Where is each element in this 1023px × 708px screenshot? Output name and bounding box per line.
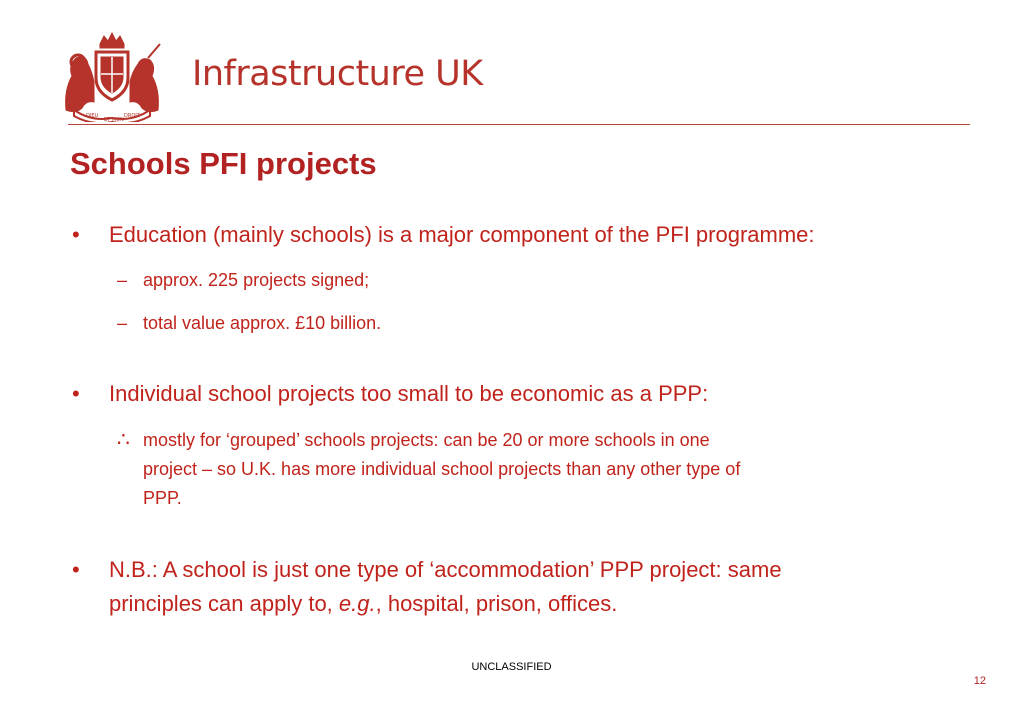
therefore-marker: ∴ xyxy=(117,429,130,451)
bullet-line: N.B.: A school is just one type of ‘accommodation’ PPP project: same xyxy=(109,557,782,582)
bullet-line xyxy=(109,587,617,621)
sub-bullet-line: project – so U.K. has more individual school projects than any other type of xyxy=(143,459,741,479)
classification-label: UNCLASSIFIED xyxy=(471,661,552,673)
sub-bullet-text: approx. 225 projects signed; xyxy=(143,270,370,290)
sub-bullet-line: PPP. xyxy=(143,488,182,508)
bullet-marker: • xyxy=(72,557,80,582)
emphasis-text: e.g. xyxy=(338,591,376,616)
bullet-text: Education (mainly schools) is a major component of the PFI programme: xyxy=(109,222,815,247)
bullet-marker: • xyxy=(72,381,80,406)
slide-title: Schools PFI projects xyxy=(70,146,377,181)
bullet-line-text: principles can apply to, xyxy=(109,591,339,616)
bullet-line-text: , hospital, prison, offices. xyxy=(375,591,618,616)
crest-motto-left: DIEU xyxy=(86,113,99,119)
royal-coat-of-arms-logo xyxy=(56,30,168,122)
header-divider xyxy=(68,124,970,125)
crest-motto-mid: ET MON xyxy=(104,117,124,122)
page-number: 12 xyxy=(973,675,986,687)
organization-name: Infrastructure UK xyxy=(192,54,483,94)
sub-bullet-marker: – xyxy=(117,313,128,333)
sub-bullet-line: mostly for ‘grouped’ schools projects: can be 20 or more schools in one xyxy=(143,430,710,450)
sub-bullet-marker: – xyxy=(117,270,128,290)
bullet-text: Individual school projects too small to be economic as a PPP: xyxy=(109,381,709,406)
crest-motto-right: DROIT xyxy=(124,113,140,119)
bullet-marker: • xyxy=(72,222,80,247)
sub-bullet-text: total value approx. £10 billion. xyxy=(143,313,382,333)
